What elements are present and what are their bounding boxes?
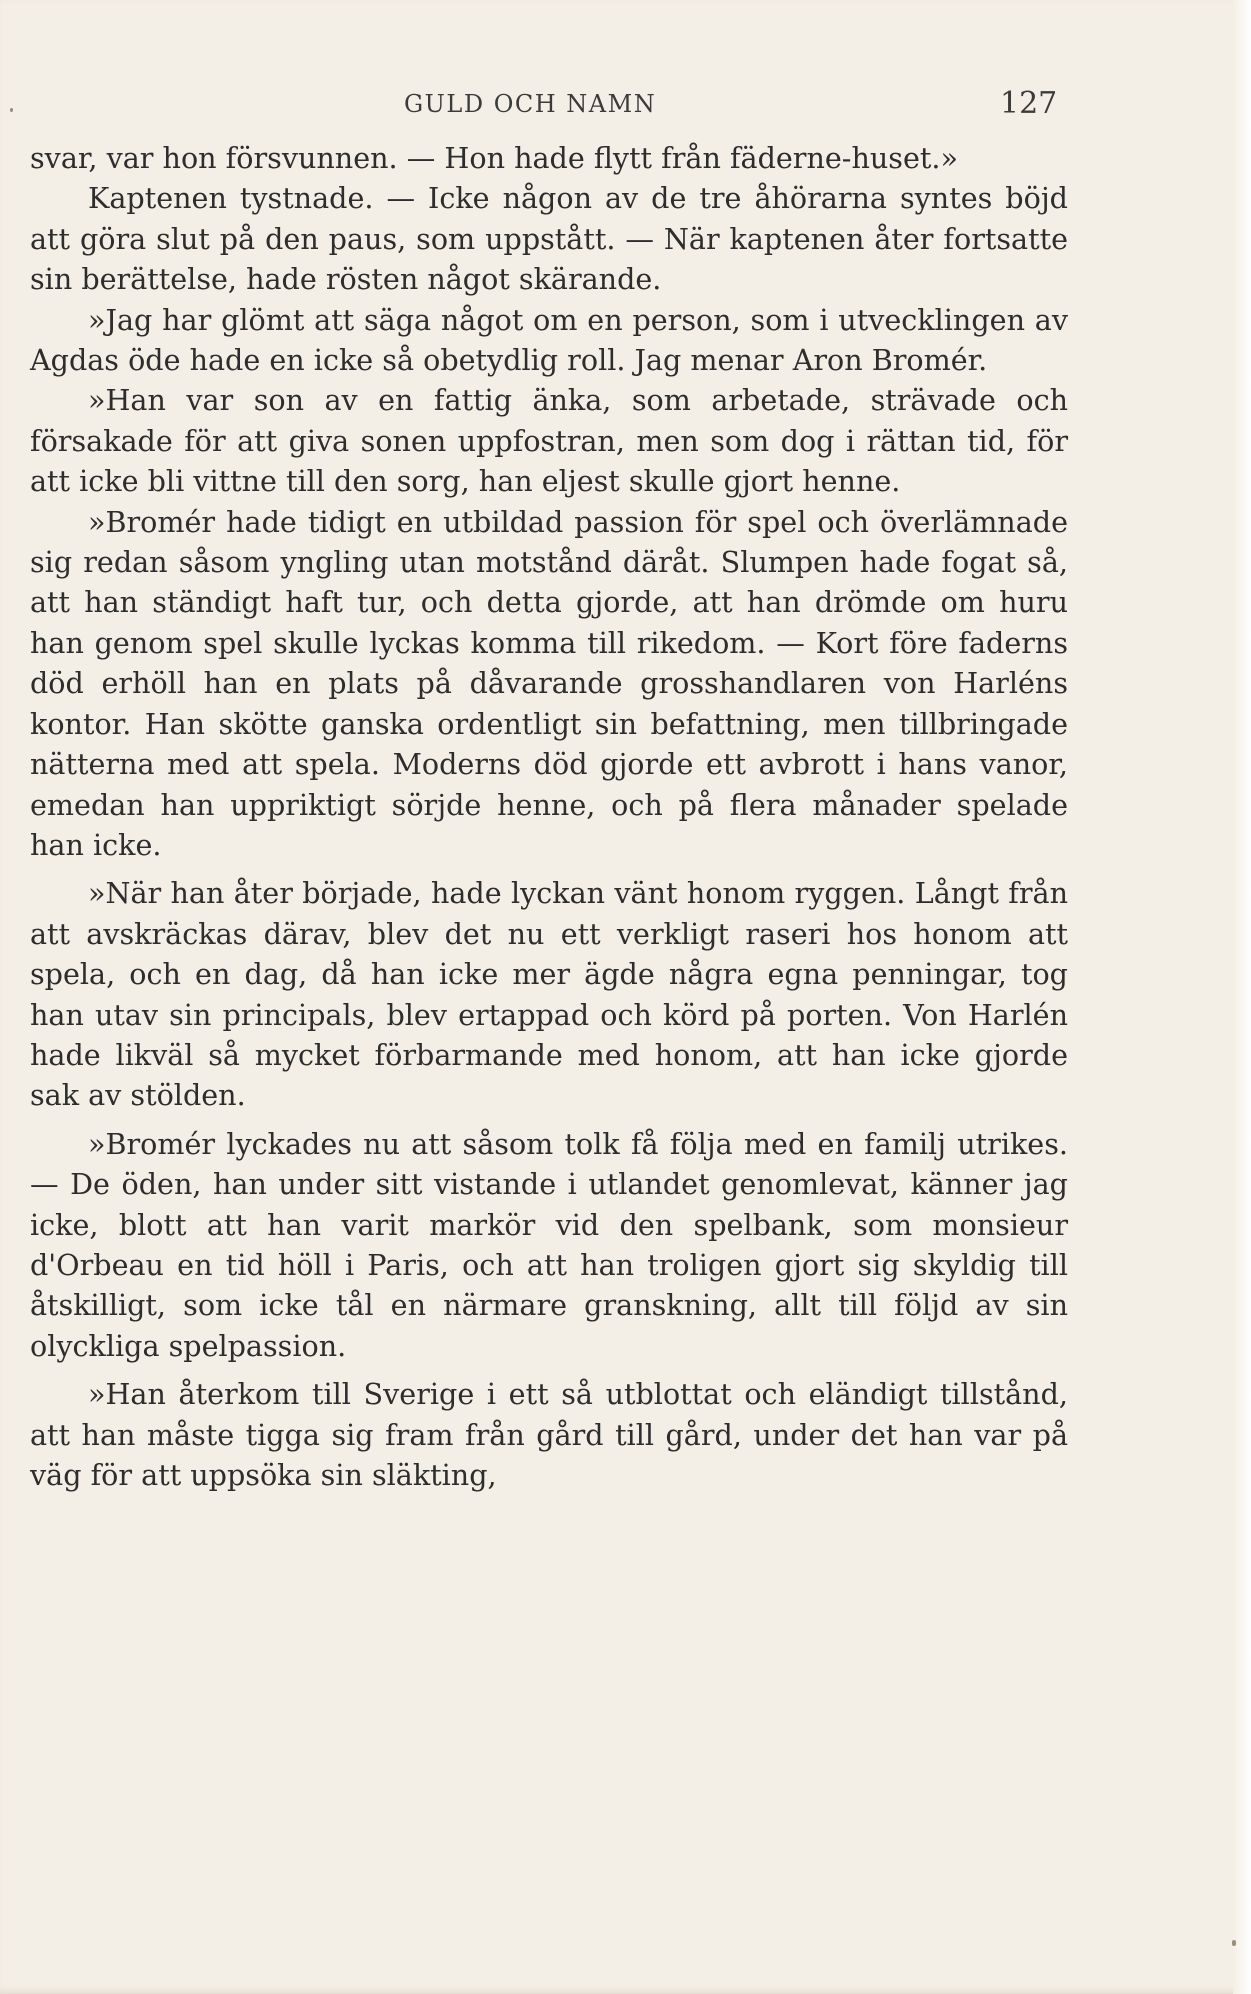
paragraph-4: »Han var son av en fattig änka, som arbetade, strävade och försakade för att giva sonen uppfostran, men som dog i rättan tid, för att icke bli vittne till den sorg, han eljest skulle gjort henne. [30,383,1068,499]
paragraph-7: »Bromér lyckades nu att såsom tolk få följa med en familj utrikes. — De öden, han under sitt vistande i utlandet genomlevat, känner jag icke, blott att han varit markör vid den spelbank, som monsieur d'Orbeau en tid höll i Paris, och att han troligen gjort sig skyldig till åtskilligt, som icke tål en närmare granskning, allt till följd av sin olyckliga spelpassion. [30,1126,1068,1363]
paragraph-8: »Han återkom till Sverige i ett så utblottat och eländigt tillstånd, att han måste tigga sig fram från gård till gård, under det han var på väg för att uppsöka sin släkting, [30,1377,1068,1492]
page-speck [1232,1940,1236,1946]
page-speck [10,108,13,112]
running-head [0,84,1251,124]
page-edge [1233,0,1251,1994]
page-number: 127 [1000,86,1058,121]
paragraph-3: »Jag har glömt att säga något om en person, som i utvecklingen av Agdas öde hade en icke så obetydlig roll. Jag menar Aron Bromér. [30,302,1068,378]
paragraph-6: »När han åter började, hade lyckan vänt honom ryggen. Långt från att avskräckas därav, blev det nu ett verkligt raseri hos honom att spela, och en dag, då han icke mer ägde några egna penningar, tog han utav sin principals, blev ertappad och körd på porten. Von Harlén hade likväl så mycket förbarmande med honom, att han icke gjorde sak av stölden. [30,876,1068,1113]
paragraph-1: svar, var hon försvunnen. — Hon hade flytt från fäderne-huset.» [30,141,958,175]
body-text [30,138,1068,1495]
paragraph-2: Kaptenen tystnade. — Icke någon av de tre åhörarna syntes böjd att göra slut på den paus, som uppstått. — När kaptenen åter fortsatte sin berättelse, hade rösten något skärande. [30,181,1068,297]
running-title: GULD OCH NAMN [404,90,657,118]
paragraph-5: »Bromér hade tidigt en utbildad passion för spel och överlämnade sig redan såsom yngling utan motstånd däråt. Slumpen hade fogat så, att han ständigt haft tur, och detta gjorde, att han drömde om huru han genom spel skulle lyckas komma till rikedom. — Kort före faderns död erhöll han en plats på dåvarande grosshandlaren von Harléns kontor. Han skötte ganska ordentligt sin befattning, men tillbringade nätterna med att spela. Moderns död gjorde ett avbrott i hans vanor, emedan han uppriktigt sörjde henne, och på flera månader spelade han icke. [30,504,1068,862]
